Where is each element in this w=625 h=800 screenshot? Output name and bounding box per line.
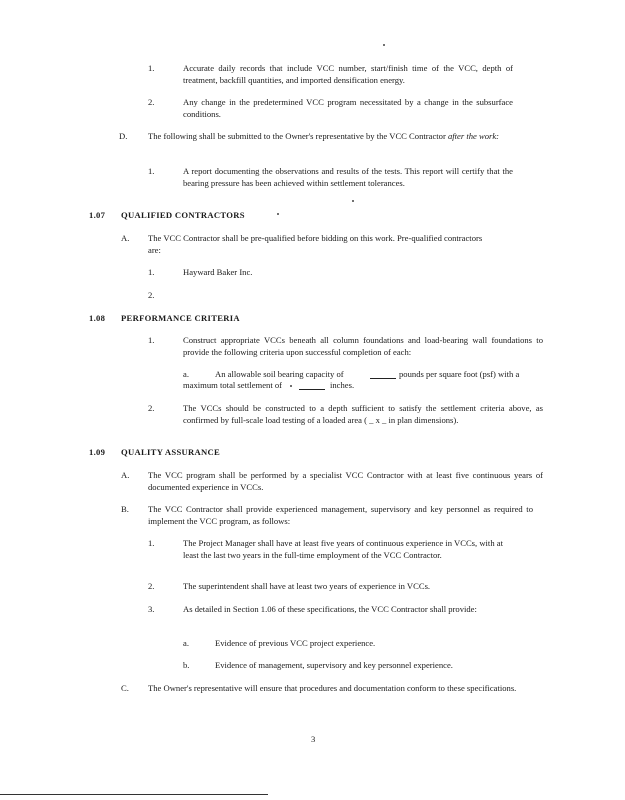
sublist-text: Evidence of management, supervisory and key personnel experience. — [215, 660, 453, 670]
section-title: QUALITY ASSURANCE — [121, 447, 221, 457]
paragraph-text: The VCC program shall be performed by a specialist VCC Contractor with at least five continuous years of documented experience in VCCs. — [148, 470, 543, 492]
list-item-text: The superintendent shall have at least two years of experience in VCCs. — [183, 581, 431, 591]
section-title: QUALIFIED CONTRACTORS — [121, 210, 245, 220]
list-item-text: The VCCs should be constructed to a depth sufficient to satisfy the settlement criteria above, as confirmed by full-scale load testing of a loaded area ( _ x _ in plan dimensions). — [183, 403, 543, 425]
list-number: 1. — [148, 267, 155, 277]
page-number: 3 — [311, 734, 316, 744]
scan-speck — [383, 44, 385, 46]
sublist-letter: b. — [183, 660, 190, 670]
section-title: PERFORMANCE CRITERIA — [121, 313, 240, 323]
blank-field-settlement — [299, 389, 325, 390]
paragraph-letter: C. — [121, 683, 129, 693]
scan-speck — [352, 200, 354, 202]
sublist-text: Evidence of previous VCC project experience. — [215, 638, 376, 648]
paragraph-letter: D. — [119, 131, 128, 141]
list-number: 2. — [148, 97, 155, 107]
blank-field-capacity — [370, 378, 396, 379]
paragraph-letter: A. — [121, 470, 130, 480]
scan-speck — [277, 213, 279, 215]
section-number: 1.07 — [89, 210, 106, 220]
list-number: 2. — [148, 290, 155, 300]
section-number: 1.09 — [89, 447, 106, 457]
list-number: 1. — [148, 166, 155, 176]
sublist-text: inches. — [330, 380, 355, 390]
paragraph-text — [148, 131, 514, 143]
paragraph-letter: B. — [121, 504, 129, 514]
paragraph-text: The VCC Contractor shall be pre-qualified before bidding on this work. Pre-qualified contractors are: — [148, 233, 483, 255]
sublist-text: pounds per square foot (psf) with a — [399, 369, 520, 379]
list-item-text: A report documenting the observations and results of the tests. This report will certify that the bearing pressure has been achieved within settlement tolerances. — [183, 166, 513, 188]
list-number: 1. — [148, 335, 155, 345]
list-item-text: As detailed in Section 1.06 of these specifications, the VCC Contractor shall provide: — [183, 604, 477, 614]
paragraph-italic: after the work: — [447, 131, 500, 141]
section-number: 1.08 — [89, 313, 106, 323]
list-number: 2. — [148, 403, 155, 413]
sublist-text: An allowable soil bearing capacity of — [215, 369, 344, 379]
list-number: 3. — [148, 604, 155, 614]
sublist-letter: a. — [183, 369, 189, 379]
list-item-text: Any change in the predetermined VCC program necessitated by a change in the subsurface conditions. — [183, 97, 513, 119]
list-number: 1. — [148, 538, 155, 548]
sublist-letter: a. — [183, 638, 189, 648]
paragraph-text: The Owner's representative will ensure that procedures and documentation conform to these specifications. — [148, 683, 517, 693]
sublist-text: maximum total settlement of — [183, 380, 283, 390]
list-item-text: The Project Manager shall have at least five years of continuous experience in VCCs, with at least the last two years in the full-time employment of the VCC Contractor. — [183, 538, 503, 560]
list-number: 2. — [148, 581, 155, 591]
scan-speck — [290, 385, 292, 387]
paragraph-letter: A. — [121, 233, 130, 243]
paragraph-text: The VCC Contractor shall provide experienced management, supervisory and key personnel as required to implement the VCC program, as follows: — [148, 504, 533, 526]
footer-rule — [0, 794, 268, 795]
list-item-text: Hayward Baker Inc. — [183, 267, 253, 277]
paragraph-body: The following shall be submitted to the Owner's representative by the VCC Contractor — [148, 131, 446, 141]
list-number: 1. — [148, 63, 155, 73]
list-item-text: Accurate daily records that include VCC number, start/finish time of the VCC, depth of treatment, backfill quantities, and imported densification energy. — [183, 63, 513, 85]
list-item-text: Construct appropriate VCCs beneath all column foundations and load-bearing wall foundations to provide the following criteria upon successful completion of each: — [183, 335, 543, 357]
